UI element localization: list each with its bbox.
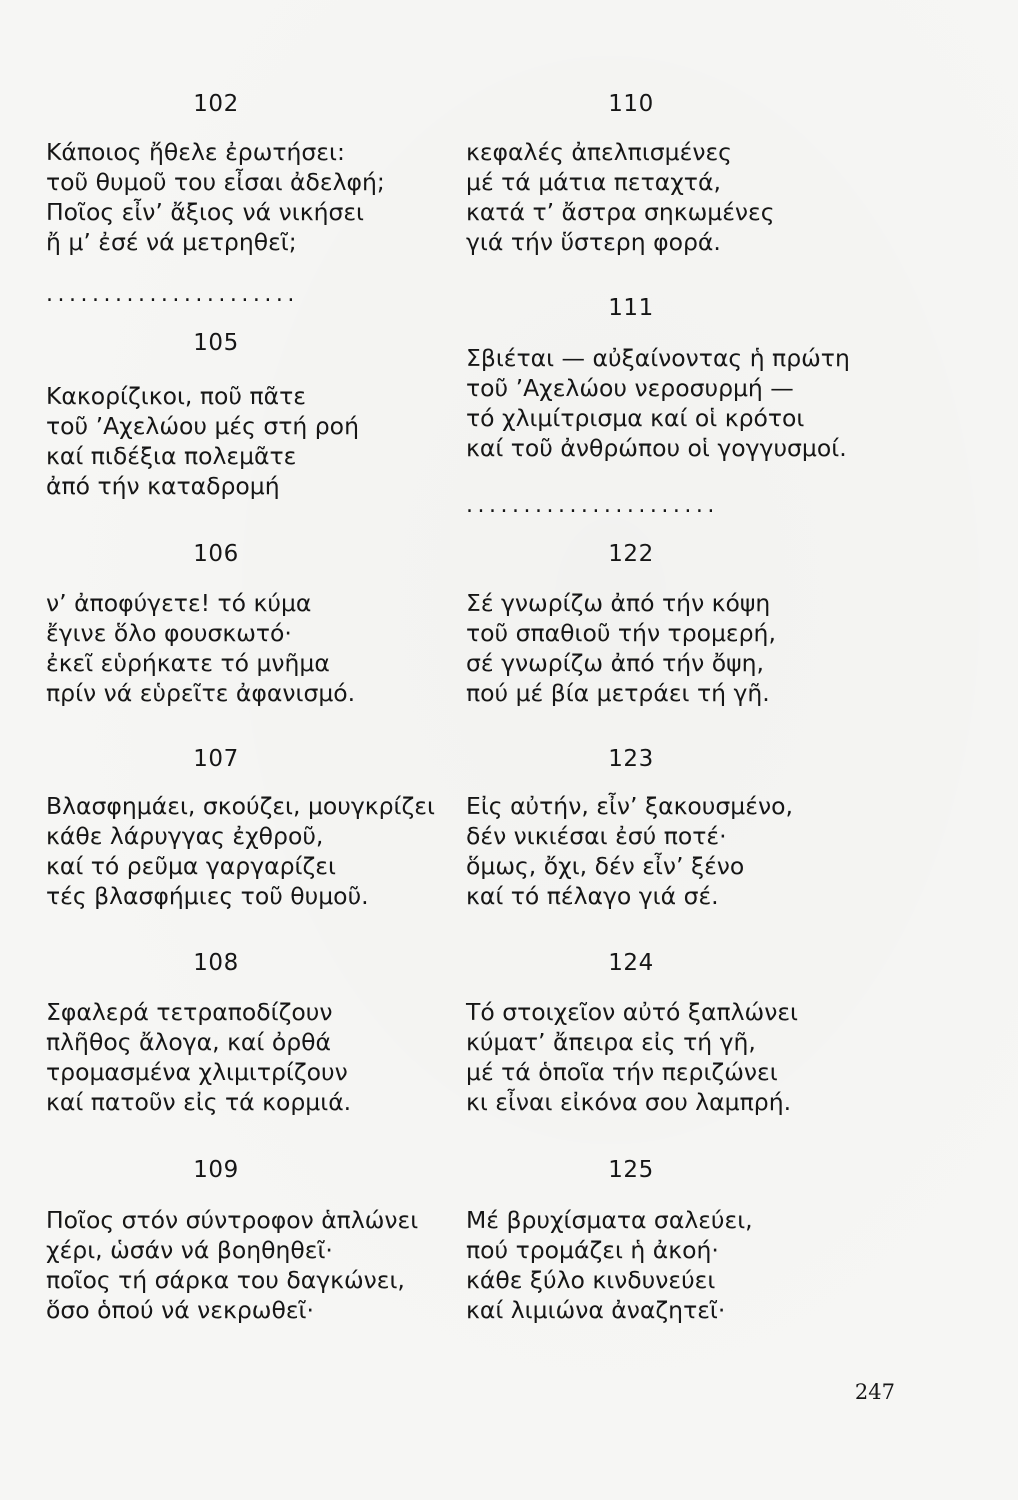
verse-line: ἐκεῖ εὑρήκατε τό μνῆμα	[46, 649, 330, 677]
verse-line: ἔγινε ὅλο φουσκωτό·	[46, 619, 292, 647]
verse-line: Εἰς αὐτήν, εἶν’ ξακουσμένο,	[466, 792, 793, 820]
stanza-107	[46, 791, 435, 911]
stanza-number: 108	[193, 950, 239, 976]
verse-line: μέ τά ὁποῖα τήν περιζώνει	[466, 1058, 778, 1086]
verse-line: τοῦ ’Αχελώου μές στή ροή	[46, 412, 359, 440]
verse-line: καί τό πέλαγο γιά σέ.	[466, 882, 719, 910]
verse-line: καί λιμιώνα ἀναζητεῖ·	[466, 1296, 726, 1324]
verse-line: Σφαλερά τετραποδίζουν	[46, 998, 333, 1026]
verse-line: κεφαλές ἀπελπισμένες	[466, 138, 732, 166]
stanza-123	[466, 791, 793, 911]
stanza-105	[46, 381, 359, 501]
verse-line: τοῦ σπαθιοῦ τήν τρομερή,	[466, 619, 776, 647]
stanza-number: 109	[193, 1157, 239, 1183]
verse-line: ν’ ἀποφύγετε! τό κύμα	[46, 589, 312, 617]
verse-line: Κακορίζικοι, ποῦ πᾶτε	[46, 382, 306, 410]
stanza-number: 123	[608, 746, 654, 772]
stanza-number: 110	[608, 91, 654, 117]
omission-dots: ......................	[46, 282, 299, 307]
verse-line: Μέ βρυχίσματα σαλεύει,	[466, 1206, 753, 1234]
verse-line: κάθε λάρυγγας ἐχθροῦ,	[46, 822, 324, 850]
verse-line: τρομασμένα χλιμιτρίζουν	[46, 1058, 348, 1086]
verse-line: πρίν νά εὑρεῖτε ἀφανισμό.	[46, 679, 356, 707]
stanza-number: 125	[608, 1157, 654, 1183]
stanza-109	[46, 1205, 418, 1325]
stanza-number: 124	[608, 950, 654, 976]
verse-line: καί πατοῦν εἰς τά κορμιά.	[46, 1088, 352, 1116]
verse-line: κατά τ’ ἄστρα σηκωμένες	[466, 198, 775, 226]
verse-line: τές βλασφήμιες τοῦ θυμοῦ.	[46, 882, 369, 910]
verse-line: καί τό ρεῦμα γαργαρίζει	[46, 852, 336, 880]
stanza-108	[46, 997, 351, 1117]
verse-line: γιά τήν ὕστερη φορά.	[466, 228, 721, 256]
stanza-number: 105	[193, 330, 239, 356]
stanza-111	[466, 343, 850, 463]
verse-line: ποῖος τή σάρκα του δαγκώνει,	[46, 1266, 405, 1294]
stanza-number: 122	[608, 541, 654, 567]
verse-line: Σβιέται — αὐξαίνοντας ἡ πρώτη	[466, 344, 850, 372]
stanza-number: 102	[193, 91, 239, 117]
verse-line: ἀπό τήν καταδρομή	[46, 472, 280, 500]
stanza-110	[466, 137, 775, 257]
verse-line: κύματ’ ἄπειρα εἰς τή γῆ,	[466, 1028, 756, 1056]
verse-line: Ποῖος στόν σύντροφον ἁπλώνει	[46, 1206, 419, 1234]
stanza-102	[46, 137, 385, 257]
stanza-number: 107	[193, 746, 239, 772]
verse-line: κι εἶναι εἰκόνα σου λαμπρή.	[466, 1088, 792, 1116]
verse-line: Τό στοιχεῖον αὐτό ξαπλώνει	[466, 998, 798, 1026]
stanza-124	[466, 997, 798, 1117]
stanza-number: 106	[193, 541, 239, 567]
verse-line: τοῦ θυμοῦ του εἶσαι ἀδελφή;	[46, 168, 385, 196]
verse-line: Ποῖος εἶν’ ἄξιος νά νικήσει	[46, 198, 365, 226]
verse-line: μέ τά μάτια πεταχτά,	[466, 168, 721, 196]
stanza-122	[466, 588, 776, 708]
verse-line: Σέ γνωρίζω ἀπό τήν κόψη	[466, 589, 771, 617]
stanza-106	[46, 588, 355, 708]
omission-dots: ......................	[466, 493, 719, 518]
verse-line: πού τρομάζει ἡ ἀκοή·	[466, 1236, 719, 1264]
verse-line: πλῆθος ἄλογα, καί ὀρθά	[46, 1028, 332, 1056]
verse-line: δέν νικιέσαι ἐσύ ποτέ·	[466, 822, 727, 850]
stanza-number: 111	[608, 295, 654, 321]
page-number: 247	[854, 1380, 895, 1404]
verse-line: Κάποιος ἤθελε ἐρωτήσει:	[46, 138, 345, 166]
verse-line: τοῦ ’Αχελώου νεροσυρμή —	[466, 374, 794, 402]
verse-line: ὅσο ὁπού νά νεκρωθεῖ·	[46, 1296, 314, 1324]
verse-line: ἤ μ’ ἐσέ νά μετρηθεῖ;	[46, 228, 297, 256]
verse-line: Βλασφημάει, σκούζει, μουγκρίζει	[46, 792, 435, 820]
verse-line: τό χλιμίτρισμα καί οἱ κρότοι	[466, 404, 805, 432]
verse-line: χέρι, ὡσάν νά βοηθηθεῖ·	[46, 1236, 333, 1264]
verse-line: σέ γνωρίζω ἀπό τήν ὄψη,	[466, 649, 764, 677]
verse-line: πού μέ βία μετράει τή γῆ.	[466, 679, 770, 707]
verse-line: κάθε ξύλο κινδυνεύει	[466, 1266, 716, 1294]
stanza-125	[466, 1205, 753, 1325]
verse-line: καί πιδέξια πολεμᾶτε	[46, 442, 297, 470]
verse-line: καί τοῦ ἀνθρώπου οἱ γογγυσμοί.	[466, 434, 847, 462]
verse-line: ὅμως, ὄχι, δέν εἶν’ ξένο	[466, 852, 745, 880]
